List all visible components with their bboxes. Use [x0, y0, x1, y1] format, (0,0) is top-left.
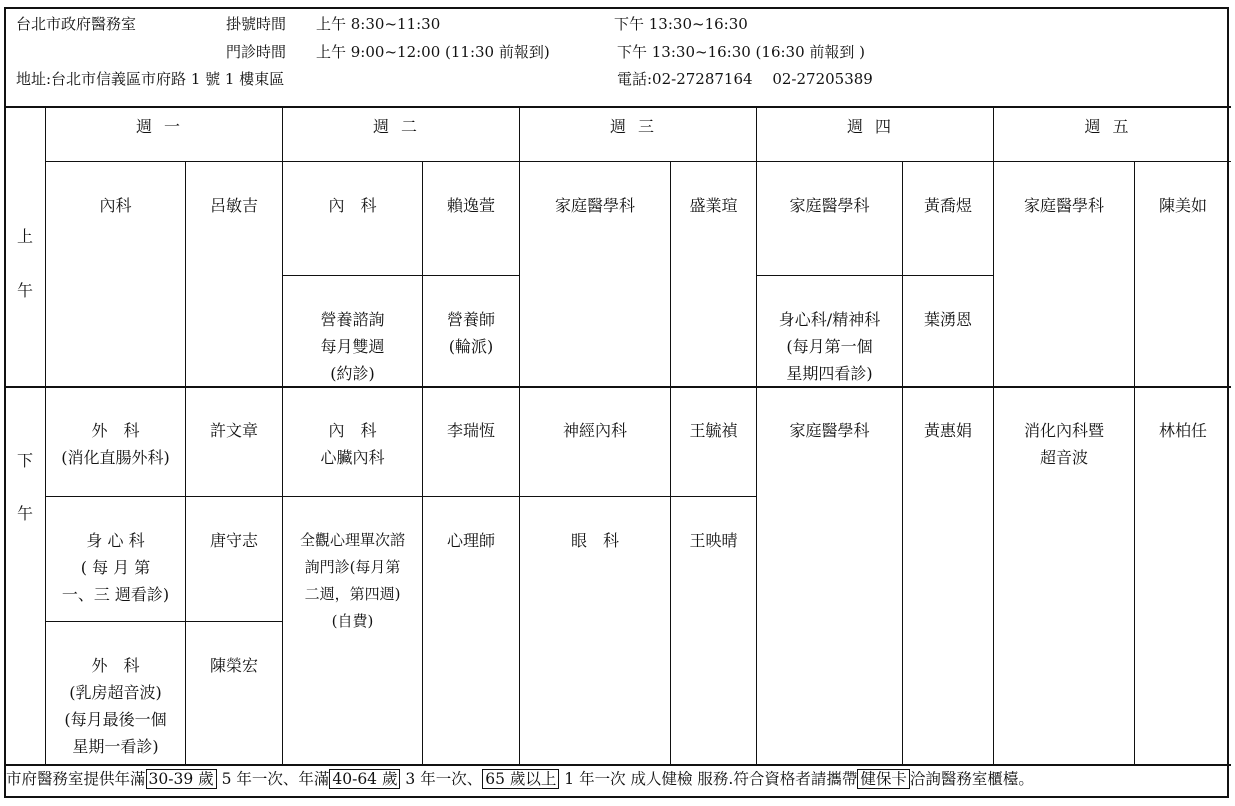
dept-cell: 神經內科 — [520, 387, 671, 497]
day-header-fri: 週五 — [994, 107, 1231, 162]
dept-cell: 全觀心理單次諮 詢門診(每月第 二週，第四週) (自費) — [283, 497, 423, 765]
footer-text: 洽詢醫務室櫃檯。 — [909, 770, 1034, 788]
dept-cell: 外 科 (乳房超音波) (每月最後一個 星期一看診) — [46, 622, 186, 765]
day-header-thu: 週四 — [757, 107, 994, 162]
phone: 電話:02-27287164 02-27205389 — [617, 70, 873, 88]
insurance-card-badge: 健保卡 — [857, 769, 910, 789]
dept-cell: 消化內科暨 超音波 — [994, 387, 1135, 765]
doctor-cell: 許文章 — [186, 387, 283, 497]
period-pm-1: 下 — [16, 451, 33, 470]
clinic-label: 門診時間 — [226, 43, 287, 61]
doctor-cell: 盛業瑄 — [671, 162, 757, 387]
dept-cell: 內 科 心臟內科 — [283, 387, 423, 497]
dept-cell: 家庭醫學科 — [520, 162, 671, 387]
footer-text: 市府醫務室提供年滿 — [6, 770, 146, 788]
doctor-cell: 林柏任 — [1158, 421, 1207, 440]
age-badge: 65 歲以上 — [482, 769, 559, 789]
dept-cell: 家庭醫學科 — [757, 387, 903, 765]
dept-cell: 身心科/精神科 (每月第一個 星期四看診) — [757, 276, 903, 387]
doctor-cell: 陳榮宏 — [186, 622, 283, 765]
dept-cell: 家庭醫學科 — [757, 162, 903, 276]
dept-cell: 家庭醫學科 — [994, 162, 1135, 387]
period-am-1: 上 — [16, 227, 33, 246]
doctor-cell: 呂敏吉 — [186, 162, 283, 387]
registration-am: 上午 8:30~11:30 — [316, 15, 441, 33]
dept-cell: 內科 — [46, 162, 186, 387]
period-am-2: 午 — [16, 281, 33, 300]
age-badge: 40-64 歲 — [329, 769, 400, 789]
address: 地址:台北市信義區市府路 1 號 1 樓東區 — [16, 70, 285, 88]
age-badge: 30-39 歲 — [146, 769, 217, 789]
doctor-cell: 唐守志 — [186, 497, 283, 622]
doctor-cell: 賴逸萱 — [423, 162, 520, 276]
day-header-wed: 週三 — [520, 107, 757, 162]
dept-cell: 外 科 (消化直腸外科) — [46, 387, 186, 497]
registration-pm: 下午 13:30~16:30 — [614, 15, 748, 33]
doctor-cell: 營養師 (輪派) — [423, 276, 520, 387]
clinic-pm: 下午 13:30~16:30 (16:30 前報到 ) — [617, 43, 866, 61]
office-name: 台北市政府醫務室 — [16, 15, 137, 33]
period-pm-2: 午 — [16, 504, 33, 523]
doctor-cell: 李瑞恆 — [423, 387, 520, 497]
dept-cell: 眼 科 — [520, 497, 671, 765]
dept-cell: 內 科 — [283, 162, 423, 276]
clinic-am: 上午 9:00~12:00 (11:30 前報到) — [316, 43, 550, 61]
doctor-cell: 王毓禎 — [671, 387, 757, 497]
doctor-cell: 陳美如 — [1135, 162, 1231, 387]
doctor-cell: 心理師 — [423, 497, 520, 765]
day-header-mon: 週一 — [46, 107, 283, 162]
footer-note — [6, 767, 1034, 789]
dept-cell: 營養諮詢 每月雙週 (約診) — [283, 276, 423, 387]
doctor-cell: 黃惠娟 — [903, 387, 994, 765]
footer-text: 5 年一次、年滿 — [216, 770, 330, 788]
dept-cell: 身 心 科 ( 每 月 第 一、三 週看診) — [46, 497, 186, 622]
registration-label: 掛號時間 — [226, 15, 287, 33]
day-header-tue: 週二 — [283, 107, 520, 162]
footer-text: 3 年一次、 — [400, 770, 483, 788]
footer-text: 1 年一次 成人健檢 服務.符合資格者請攜帶 — [559, 770, 858, 788]
doctor-cell: 黃喬煜 — [903, 162, 994, 276]
doctor-cell: 王映晴 — [671, 497, 757, 765]
doctor-cell: 葉湧恩 — [903, 276, 994, 387]
